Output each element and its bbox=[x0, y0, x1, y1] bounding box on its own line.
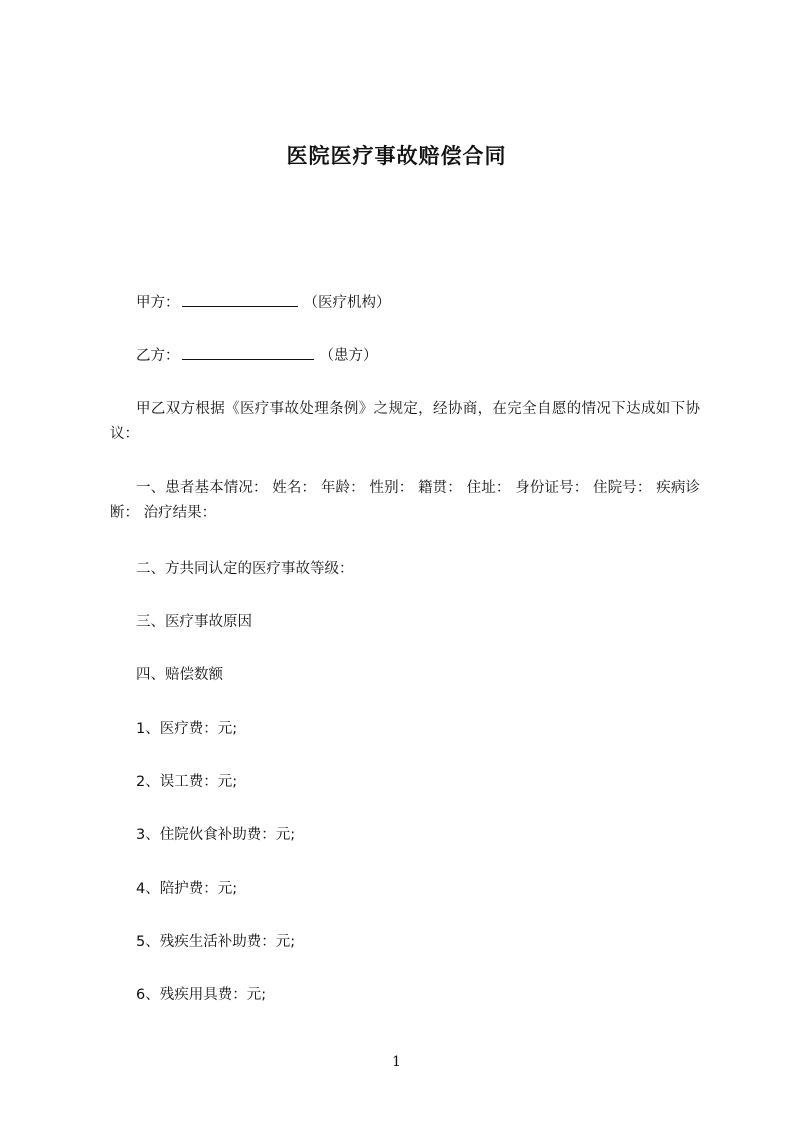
item-lost-wages: 2、误工费：元; bbox=[136, 774, 238, 790]
patient-info-paragraph: 一、患者基本情况： 姓名： 年龄： 性别： 籍贯： 住址： 身份证号： 住院号： 疾病诊断： 治疗结果： bbox=[110, 480, 700, 521]
party-b-note: （患方） bbox=[319, 348, 378, 364]
item-medical-fee: 1、医疗费：元; bbox=[136, 721, 238, 737]
page-number: 1 bbox=[392, 1054, 401, 1070]
section-accident-cause: 三、医疗事故原因 bbox=[136, 614, 252, 630]
party-b-line bbox=[136, 344, 378, 365]
party-a-line bbox=[136, 291, 391, 312]
section-accident-level: 二、方共同认定的医疗事故等级： bbox=[136, 561, 354, 577]
party-b-label: 乙方： bbox=[136, 348, 180, 364]
item-disability-equipment-fee: 6、残疾用具费：元; bbox=[136, 987, 267, 1003]
section-compensation: 四、赔偿数额 bbox=[136, 667, 223, 683]
party-b-blank bbox=[182, 345, 314, 360]
party-a-blank bbox=[182, 292, 298, 307]
party-a-label: 甲方： bbox=[136, 295, 180, 311]
document-title: 医院医疗事故赔偿合同 bbox=[286, 144, 507, 168]
item-disability-living-subsidy: 5、残疾生活补助费：元; bbox=[136, 934, 296, 950]
item-meal-subsidy: 3、住院伙食补助费：元; bbox=[136, 827, 296, 843]
item-nursing-fee: 4、陪护费：元; bbox=[136, 881, 238, 897]
intro-paragraph: 甲乙双方根据《医疗事故处理条例》之规定，经协商，在完全自愿的情况下达成如下协议： bbox=[110, 401, 700, 442]
party-a-note: （医疗机构） bbox=[303, 295, 391, 311]
